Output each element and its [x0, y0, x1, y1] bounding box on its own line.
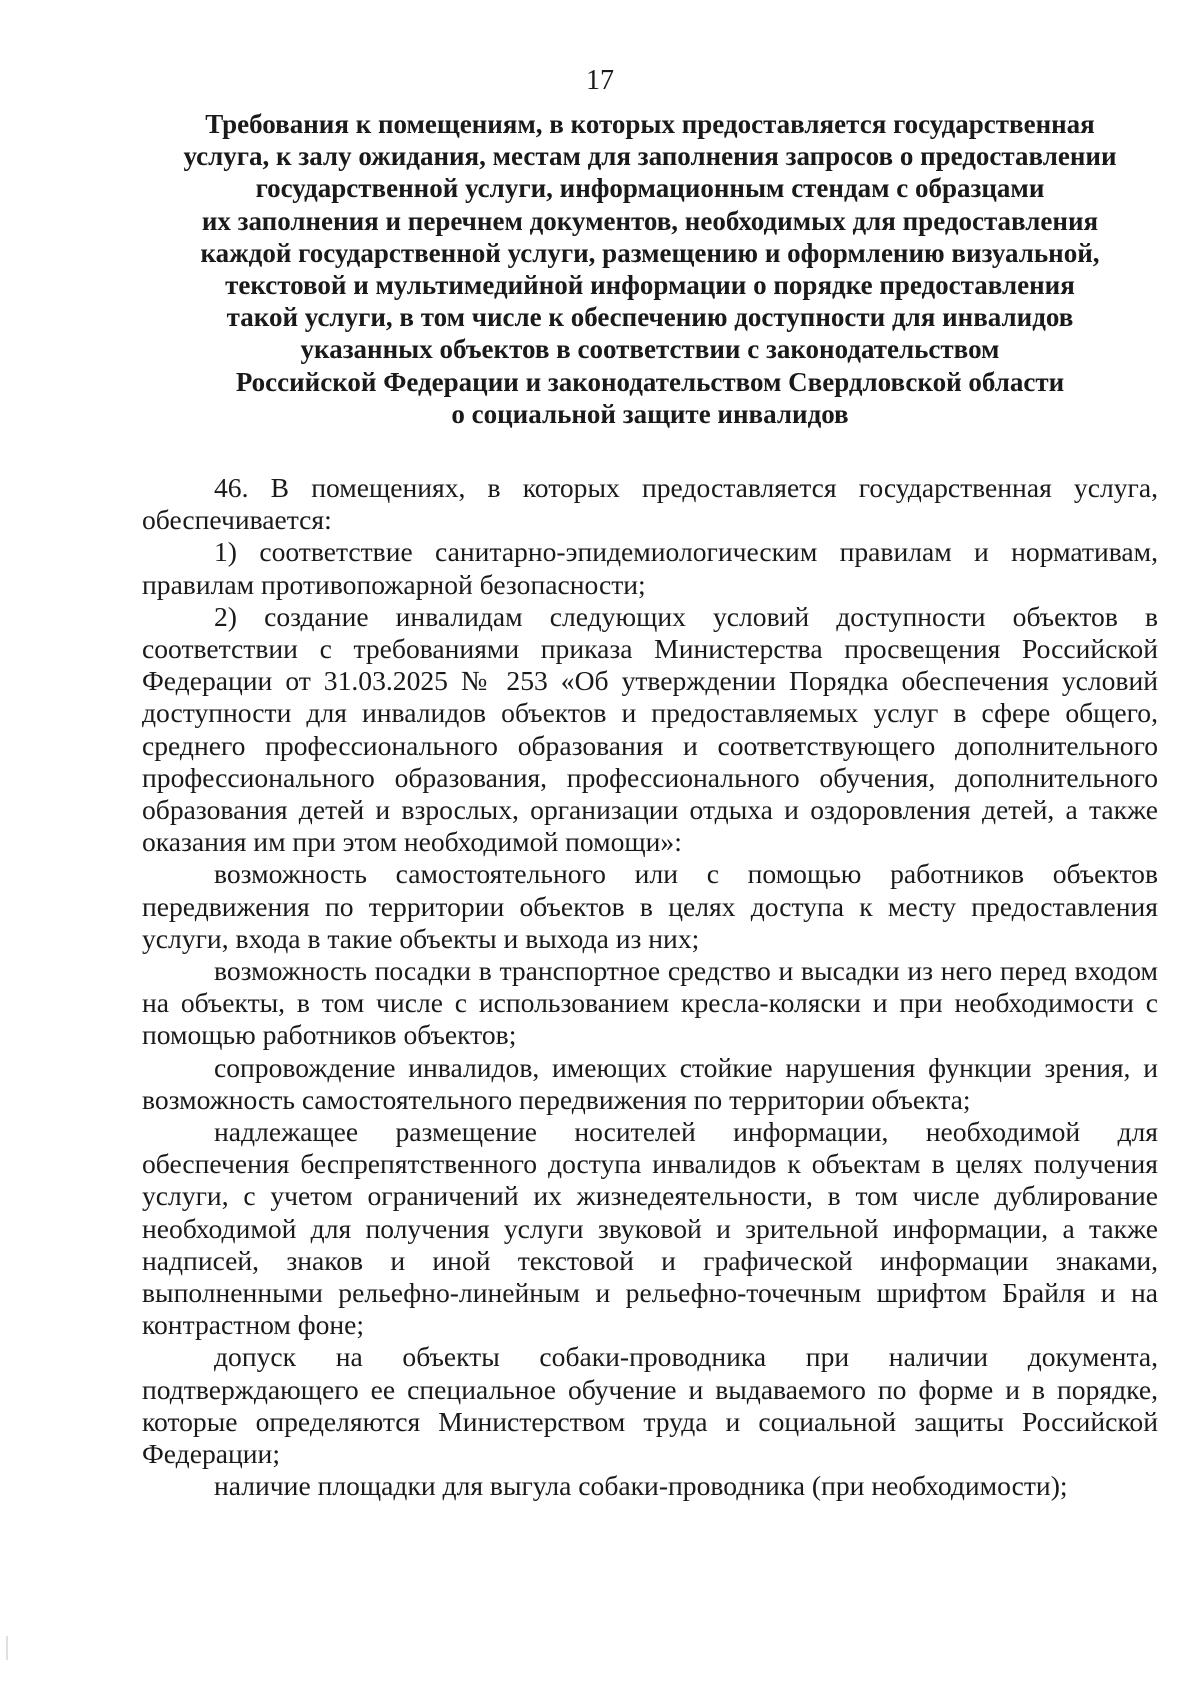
scan-edge-mark [6, 1636, 8, 1660]
heading-line: о социальной защите инвалидов [451, 398, 849, 429]
heading-line: указанных объектов в соответствии с законодательством [300, 334, 1000, 365]
heading-line: услуга, к залу ожидания, местам для заполнения запросов о предоставлении [183, 141, 1117, 172]
heading-line: их заполнения и перечнем документов, необходимых для предоставления [201, 205, 1099, 236]
paragraph-item-1: 1) соответствие санитарно-эпидемиологическим правилам и нормативам, правилам противопожарной безопасности; [142, 536, 1158, 600]
heading-line: Российской Федерации и законодательством Свердловской области [235, 366, 1065, 397]
paragraph-item-2: 2) создание инвалидам следующих условий доступности объектов в соответствии с требованиями приказа Министерства просвещения Российской Федерации от 31.03.2025 № 253 «Об утверждении Порядка обеспечения условий доступности для инвалидов объектов и предоставляемых услуг в сфере общего, среднего профессионального образования и соответствующего дополнительного профессионального образования, профессионального обучения, дополнительного образования детей и взрослых, организации отдыха и оздоровления детей, а также оказания им при этом необходимой помощи»: [142, 600, 1158, 858]
paragraph-transport: возможность посадки в транспортное средство и высадки из него перед входом на объекты, в том числе с использованием кресла-коляски и при необходимости с помощью работников объектов; [142, 955, 1158, 1051]
paragraph-mobility: возможность самостоятельного или с помощью работников объектов передвижения по территории объектов в целях доступа к месту предоставления услуги, входа в такие объекты и выхода из них; [142, 858, 1158, 954]
paragraph-escort: сопровождение инвалидов, имеющих стойкие нарушения функции зрения, и возможность самостоятельного передвижения по территории объекта; [142, 1051, 1158, 1115]
paragraph-guide-dog-area: наличие площадки для выгула собаки-проводника (при необходимости); [214, 1470, 1068, 1502]
heading-line: такой услуги, в том числе к обеспечению доступности для инвалидов [226, 302, 1074, 333]
heading-line: Требования к помещениям, в которых предоставляется государственная [205, 109, 1095, 139]
document-body [142, 472, 1158, 1503]
heading-line: текстовой и мультимедийной информации о порядке предоставления [225, 270, 1075, 301]
heading-line: каждой государственной услуги, размещению и оформлению визуальной, [200, 237, 1100, 268]
paragraph-information-carriers: надлежащее размещение носителей информации, необходимой для обеспечения беспрепятственного доступа инвалидов к объектам в целях получения услуги, с учетом ограничений их жизнедеятельности, в том числе дублирование необходимой для получения услуги звуковой и зрительной информации, а также надписей, знаков и иной текстовой и графической информации знаками, выполненными рельефно-линейным и рельефно-точечным шрифтом Брайля и на контрастном фоне; [142, 1116, 1158, 1341]
paragraph-guide-dog-admission: допуск на объекты собаки-проводника при наличии документа, подтверждающего ее специальное обучение и выдаваемого по форме и в порядке, которые определяются Министерством труда и социальной защиты Российской Федерации; [142, 1341, 1158, 1470]
heading-line: государственной услуги, информационным стендам с образцами [255, 173, 1045, 204]
paragraph-46-intro: 46. В помещениях, в которых предоставляется государственная услуга, обеспечивается: [142, 472, 1158, 536]
section-heading [140, 108, 1160, 430]
page-number: 17 [586, 65, 614, 96]
